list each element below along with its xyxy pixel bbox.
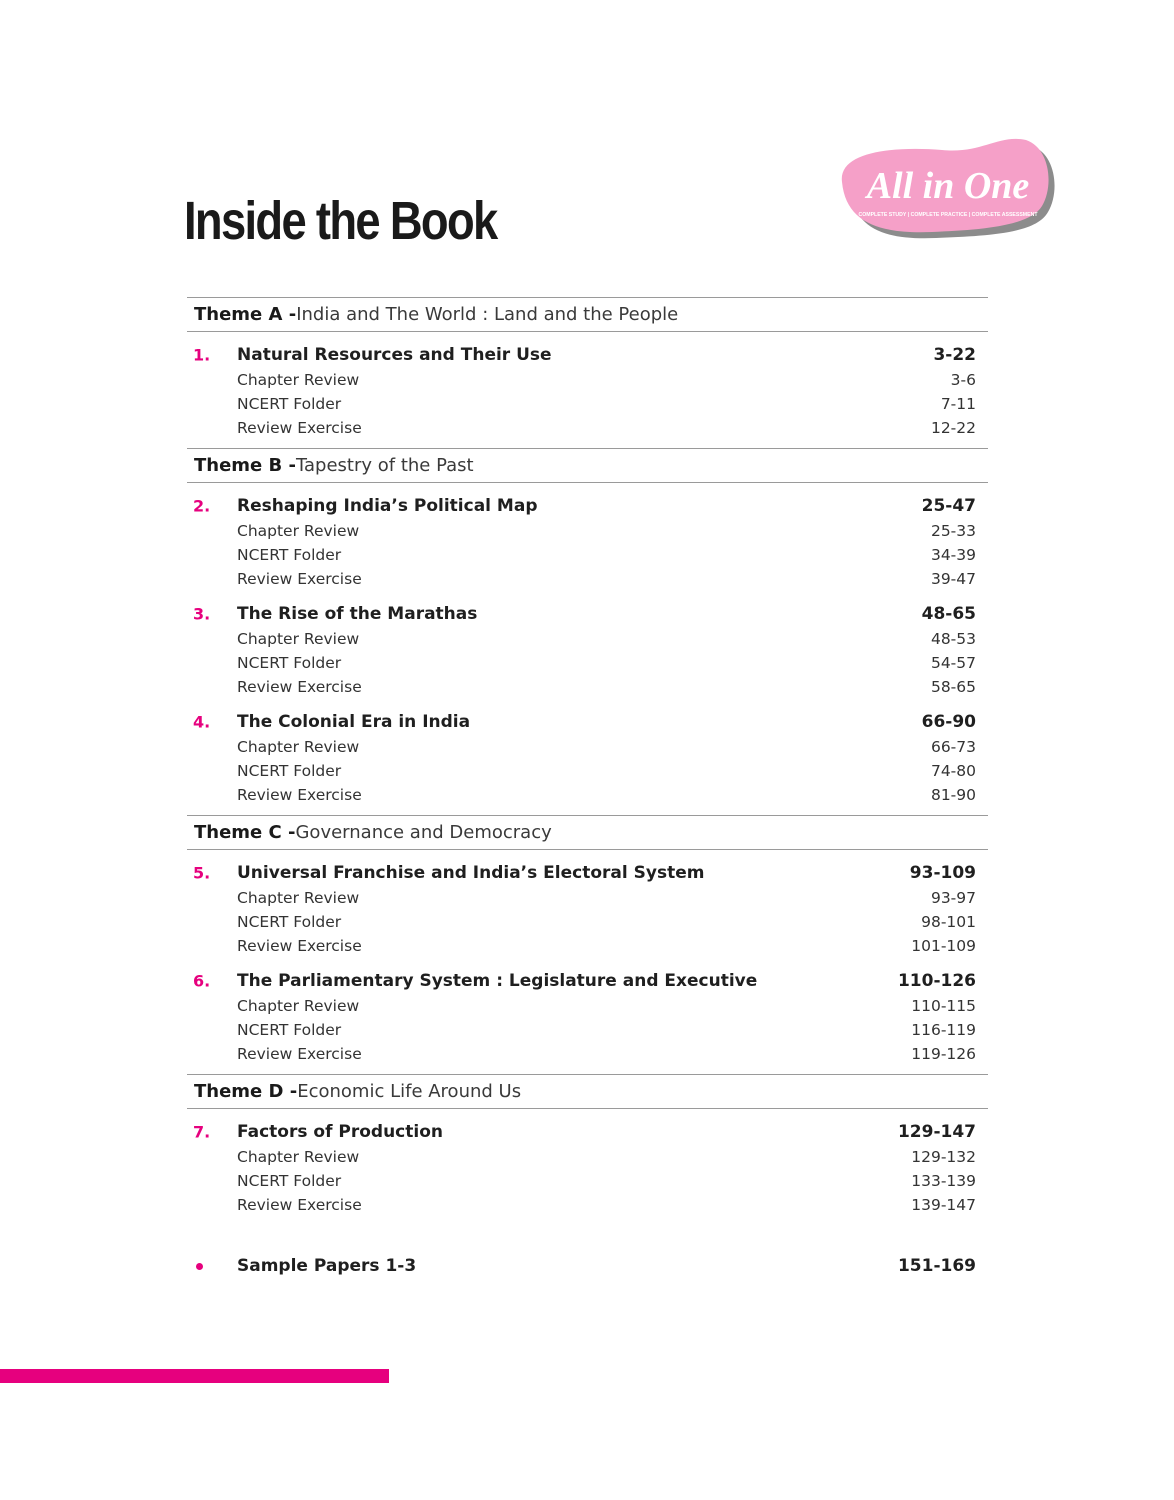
- chapter-number: 2.: [193, 496, 211, 516]
- section-row[interactable]: [187, 519, 988, 543]
- theme-label: Theme A -: [194, 304, 297, 325]
- logo-wordmark: All in One: [866, 165, 1030, 207]
- section-pages: 129-132: [911, 1148, 976, 1166]
- section-pages: 133-139: [911, 1172, 976, 1190]
- chapter-number: 1.: [193, 345, 211, 365]
- table-of-contents: [187, 297, 988, 1279]
- section-label: NCERT Folder: [237, 1021, 342, 1039]
- theme-label: Theme D -: [194, 1081, 298, 1102]
- chapter-title-row[interactable]: [187, 493, 988, 519]
- section-pages: 54-57: [930, 654, 976, 672]
- section-row[interactable]: [187, 675, 988, 699]
- section-row[interactable]: [187, 1169, 988, 1193]
- chapter-title: The Parliamentary System : Legislature and Executive: [237, 971, 758, 991]
- section-row[interactable]: [187, 735, 988, 759]
- chapter-pages: 93-109: [909, 863, 976, 883]
- section-row[interactable]: [187, 934, 988, 958]
- section-row[interactable]: [187, 910, 988, 934]
- section-label: NCERT Folder: [237, 1172, 342, 1190]
- chapter-entry: [187, 342, 988, 440]
- chapter-list: [187, 1109, 988, 1225]
- chapter-pages: 3-22: [933, 345, 976, 365]
- section-row[interactable]: [187, 1193, 988, 1217]
- section-pages: 81-90: [930, 786, 976, 804]
- section-row[interactable]: [187, 368, 988, 392]
- chapter-entry: [187, 709, 988, 807]
- chapter-title: Factors of Production: [237, 1122, 443, 1142]
- section-label: Chapter Review: [237, 371, 360, 389]
- chapter-title: Natural Resources and Their Use: [237, 345, 552, 365]
- section-pages: 66-73: [930, 738, 976, 756]
- section-label: Chapter Review: [237, 997, 360, 1015]
- chapter-title: The Colonial Era in India: [237, 712, 471, 732]
- section-pages: 7-11: [940, 395, 976, 413]
- chapter-list: [187, 483, 988, 815]
- section-label: Review Exercise: [237, 570, 362, 588]
- section-pages: 98-101: [921, 913, 976, 931]
- section-row[interactable]: [187, 1018, 988, 1042]
- section-label: NCERT Folder: [237, 913, 342, 931]
- section-row[interactable]: [187, 886, 988, 910]
- theme-label: Theme C -: [194, 822, 296, 843]
- chapter-number: 3.: [193, 604, 211, 624]
- chapter-title: Universal Franchise and India’s Electoral System: [237, 863, 705, 883]
- chapter-title-row[interactable]: [187, 709, 988, 735]
- chapter-list: [187, 332, 988, 448]
- theme-label: Theme B -: [194, 455, 296, 476]
- section-pages: 34-39: [930, 546, 976, 564]
- chapter-entry: [187, 601, 988, 699]
- section-row[interactable]: [187, 1145, 988, 1169]
- section-pages: 116-119: [911, 1021, 976, 1039]
- section-row[interactable]: [187, 783, 988, 807]
- sample-papers-row[interactable]: [187, 1253, 988, 1279]
- theme-name: India and The World : Land and the People: [296, 304, 679, 325]
- theme-header: [187, 815, 988, 850]
- section-pages: 3-6: [950, 371, 976, 389]
- section-label: NCERT Folder: [237, 395, 342, 413]
- chapter-entry: [187, 860, 988, 958]
- section-label: Review Exercise: [237, 678, 362, 696]
- chapter-number: 6.: [193, 971, 211, 991]
- section-label: Review Exercise: [237, 1045, 362, 1063]
- chapter-title: The Rise of the Marathas: [237, 604, 478, 624]
- bullet-icon: [196, 1263, 203, 1270]
- theme-header: [187, 297, 988, 332]
- section-label: Chapter Review: [237, 889, 360, 907]
- chapter-entry: [187, 493, 988, 591]
- chapter-number: 4.: [193, 712, 211, 732]
- section-label: Chapter Review: [237, 630, 360, 648]
- section-label: Review Exercise: [237, 419, 362, 437]
- chapter-title: Reshaping India’s Political Map: [237, 496, 538, 516]
- section-label: Review Exercise: [237, 937, 362, 955]
- section-row[interactable]: [187, 627, 988, 651]
- chapter-title-row[interactable]: [187, 968, 988, 994]
- page-title: Inside the Book: [184, 191, 497, 251]
- chapter-title-row[interactable]: [187, 860, 988, 886]
- section-pages: 139-147: [911, 1196, 976, 1214]
- section-label: Review Exercise: [237, 1196, 362, 1214]
- theme-name: Economic Life Around Us: [297, 1081, 522, 1102]
- section-row[interactable]: [187, 994, 988, 1018]
- section-label: NCERT Folder: [237, 654, 342, 672]
- section-label: Chapter Review: [237, 1148, 360, 1166]
- chapter-pages: 110-126: [897, 971, 976, 991]
- theme-header: [187, 448, 988, 483]
- section-pages: 48-53: [930, 630, 976, 648]
- section-pages: 101-109: [911, 937, 976, 955]
- section-pages: 110-115: [911, 997, 976, 1015]
- chapter-pages: 48-65: [921, 604, 976, 624]
- chapter-pages: 25-47: [921, 496, 976, 516]
- spacer: [187, 1225, 988, 1253]
- section-row[interactable]: [187, 651, 988, 675]
- chapter-entry: [187, 1119, 988, 1217]
- chapter-pages: 129-147: [897, 1122, 976, 1142]
- chapter-title-row[interactable]: [187, 342, 988, 368]
- all-in-one-logo: [836, 132, 1058, 242]
- section-pages: 93-97: [930, 889, 976, 907]
- section-pages: 12-22: [930, 419, 976, 437]
- theme-header: [187, 1074, 988, 1109]
- section-row[interactable]: [187, 543, 988, 567]
- chapter-title-row[interactable]: [187, 601, 988, 627]
- chapter-number: 7.: [193, 1122, 211, 1142]
- section-label: Chapter Review: [237, 522, 360, 540]
- chapter-entry: [187, 968, 988, 1066]
- section-pages: 25-33: [930, 522, 976, 540]
- section-label: NCERT Folder: [237, 762, 342, 780]
- chapter-number: 5.: [193, 863, 211, 883]
- decorative-bar: [0, 1369, 389, 1383]
- chapter-pages: 66-90: [921, 712, 976, 732]
- section-row[interactable]: [187, 759, 988, 783]
- section-row[interactable]: [187, 392, 988, 416]
- sample-papers-title: Sample Papers 1-3: [237, 1256, 417, 1276]
- sample-papers-pages: 151-169: [897, 1256, 976, 1276]
- section-pages: 74-80: [930, 762, 976, 780]
- section-row[interactable]: [187, 416, 988, 440]
- section-pages: 119-126: [911, 1045, 976, 1063]
- section-row[interactable]: [187, 1042, 988, 1066]
- section-label: Chapter Review: [237, 738, 360, 756]
- theme-name: Governance and Democracy: [295, 822, 552, 843]
- chapter-list: [187, 850, 988, 1074]
- section-row[interactable]: [187, 567, 988, 591]
- section-pages: 58-65: [930, 678, 976, 696]
- section-label: NCERT Folder: [237, 546, 342, 564]
- section-label: Review Exercise: [237, 786, 362, 804]
- chapter-title-row[interactable]: [187, 1119, 988, 1145]
- theme-name: Tapestry of the Past: [296, 455, 474, 476]
- logo-tagline: COMPLETE STUDY | COMPLETE PRACTICE | COMPLETE ASSESSMENT: [858, 212, 1038, 218]
- section-pages: 39-47: [930, 570, 976, 588]
